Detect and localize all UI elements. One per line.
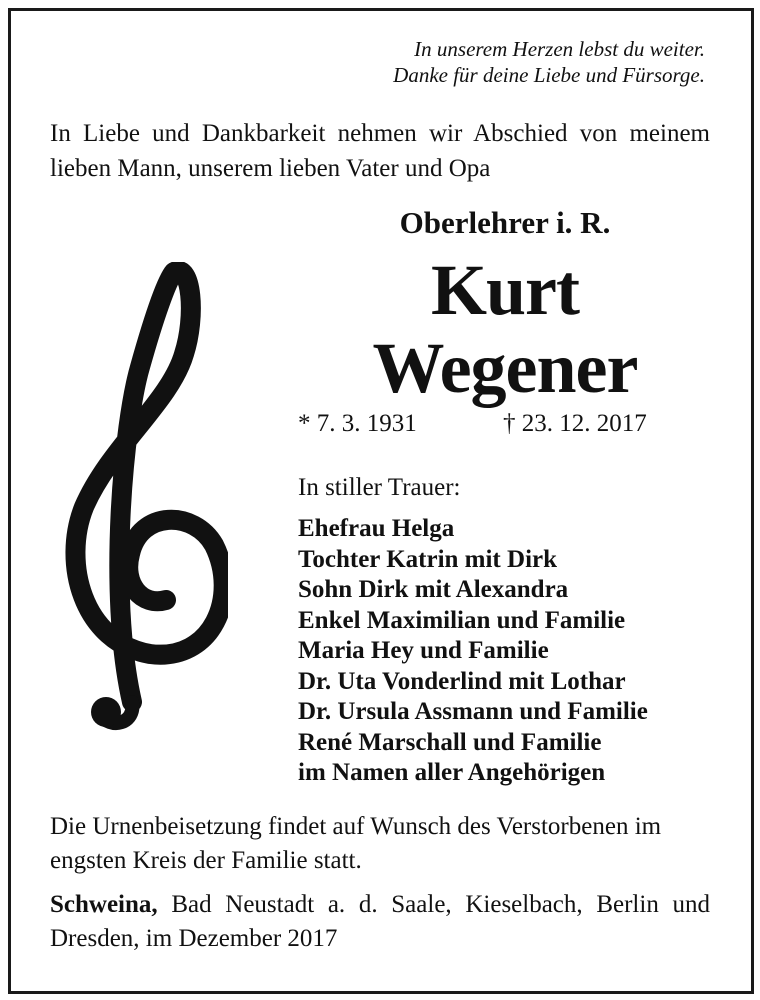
- death-date: † 23. 12. 2017: [503, 410, 647, 437]
- mourner-item: Sohn Dirk mit Alexandra: [298, 576, 569, 603]
- deceased-first-name: Kurt: [431, 250, 579, 330]
- location-rest: Bad Neustadt a. d. Saale, Kieselbach, Berlin und Dresden, im Dezember 2017: [50, 891, 710, 952]
- honorific-title: Oberlehrer i. R.: [399, 205, 611, 240]
- mourner-item: Dr. Uta Vonderlind mit Lothar: [298, 667, 626, 695]
- treble-clef-icon: [62, 262, 228, 738]
- motto-line-1: In unserem Herzen lebst du weiter.: [414, 37, 705, 61]
- mourner-item: Ehefrau Helga: [298, 515, 455, 542]
- location-place: Schweina,: [50, 891, 158, 918]
- mourner-item: René Marschall und Familie: [298, 728, 602, 756]
- mourner-item: Dr. Ursula Assmann und Familie: [298, 698, 648, 725]
- mourner-item: Tochter Katrin mit Dirk: [298, 545, 558, 573]
- intro-text: In Liebe und Dankbarkeit nehmen wir Abschied von meinem lieben Mann, unserem lieben Vater und Opa: [50, 120, 710, 182]
- burial-note: Die Urnenbeisetzung findet auf Wunsch des Verstorbenen im engsten Kreis der Familie statt.: [50, 813, 662, 874]
- deceased-last-name: Wegener: [372, 328, 638, 408]
- motto-line-2: Danke für deine Liebe und Fürsorge.: [393, 63, 705, 87]
- mourner-item: Enkel Maximilian und Familie: [298, 606, 626, 634]
- life-dates: [298, 410, 647, 438]
- mourner-list: [298, 514, 648, 789]
- mourner-item: Maria Hey und Familie: [298, 637, 549, 664]
- location-note: [50, 888, 710, 956]
- mourner-item: im Namen aller Angehörigen: [298, 759, 606, 786]
- mourning-label: In stiller Trauer:: [298, 474, 461, 501]
- birth-date: * 7. 3. 1931: [298, 410, 417, 437]
